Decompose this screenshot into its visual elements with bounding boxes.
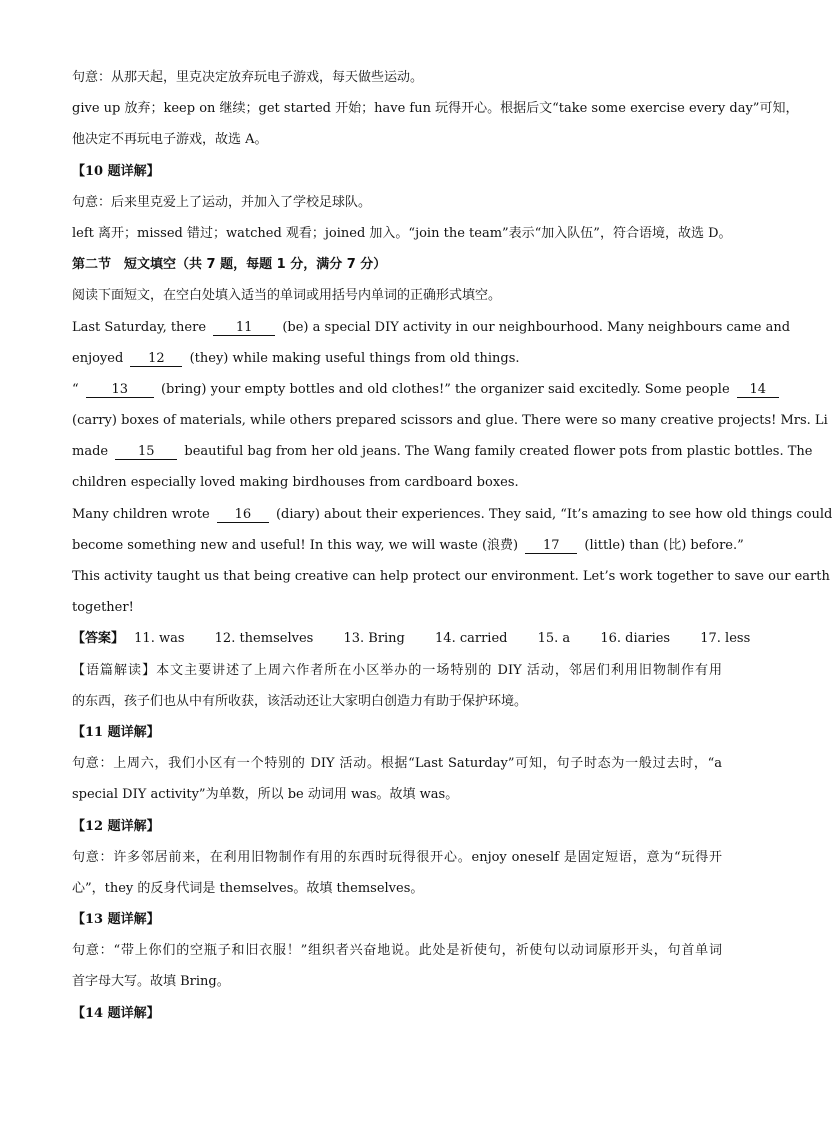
text-line: 他决定不再玩电子游戏，故选 A。: [72, 132, 268, 148]
passage-line: This activity taught us that being creative can help protect our environment. Let’s work together to save our earth: [72, 569, 830, 584]
question-heading: 【13 题详解】: [72, 912, 160, 928]
passage-line: (carry) boxes of materials, while others prepared scissors and glue. There were so many creative projects! Mrs. Li: [72, 413, 828, 429]
text-line: give up 放弃；keep on 继续；get started 开始；have fun 玩得开心。根据后文“take some exercise every day”可知，: [72, 101, 799, 117]
instruction-line: 阅读下面短文，在空白处填入适当的单词或用括号内单词的正确形式填空。: [72, 288, 502, 304]
passage-line: Last Saturday, there 11 (be) a special DIY activity in our neighbourhood. Many neighbours came and: [72, 319, 791, 335]
text-line: 句意：后来里克爱上了运动，并加入了学校足球队。: [72, 194, 372, 210]
text-line: 句意：“带上你们的空瓶子和旧衣服！”组织者兴奋地说。此处是祈使句，祈使句以动词原形开头，句首单词: [72, 943, 722, 959]
blank-12: 12: [130, 351, 182, 367]
blank-14: 14: [737, 382, 779, 398]
question-heading: 【14 题详解】: [72, 1005, 160, 1021]
answer-item: 13. Bring: [343, 631, 405, 647]
answer-item: 17. less: [700, 631, 751, 647]
answer-key-label: 【答案】: [72, 631, 125, 647]
section-heading: 第二节 短文填空（共 7 题，每题 1 分，满分 7 分）: [72, 257, 387, 273]
blank-17: 17: [525, 538, 577, 554]
passage-line: Many children wrote 16 (diary) about their experiences. They said, “It’s amazing to see how old things could: [72, 506, 832, 522]
passage-line: children especially loved making birdhouses from cardboard boxes.: [72, 475, 519, 491]
text-line: 的东西，孩子们也从中有所收获，该活动还让大家明白创造力有助于保护环境。: [72, 693, 528, 709]
text-line: 句意：上周六，我们小区有一个特别的 DIY 活动。根据“Last Saturday”可知，句子时态为一般过去时，“a: [72, 756, 722, 772]
answer-item: 11. was: [134, 631, 185, 647]
text-line: left 离开；missed 错过；watched 观看；joined 加入。“join the team”表示“加入队伍”，符合语境，故选 D。: [72, 225, 732, 241]
blank-11: 11: [213, 320, 275, 336]
text-line: 句意：许多邻居前来，在利用旧物制作有用的东西时玩得很开心。enjoy oneself 是固定短语，意为“玩得开: [72, 849, 722, 865]
passage-line: enjoyed 12 (they) while making useful things from old things.: [72, 350, 520, 366]
blank-16: 16: [217, 507, 269, 523]
passage-line: together!: [72, 600, 134, 616]
text-line: special DIY activity”为单数，所以 be 动词用 was。故填 was。: [72, 787, 459, 803]
blank-13: 13: [86, 382, 154, 398]
answer-item: 15. a: [537, 631, 571, 647]
question-heading: 【12 题详解】: [72, 818, 160, 834]
answer-item: 16. diaries: [600, 631, 671, 647]
passage-line: “ 13 (bring) your empty bottles and old clothes!” the organizer said excitedly. Some people 14: [72, 374, 722, 405]
document-page: [72, 62, 832, 1029]
question-heading: 【10 题详解】: [72, 163, 160, 179]
text-line: 句意：从那天起，里克决定放弃玩电子游戏，每天做些运动。: [72, 70, 424, 85]
question-heading: 【11 题详解】: [72, 724, 160, 740]
answer-item: 14. carried: [435, 631, 508, 647]
text-line: 首字母大写。故填 Bring。: [72, 974, 230, 990]
text-line: 【语篇解读】本文主要讲述了上周六作者所在小区举办的一场特别的 DIY 活动，邻居们利用旧物制作有用: [72, 662, 722, 678]
passage-line: become something new and useful! In this way, we will waste (浪费) 17 (little) than (比) before.”: [72, 537, 744, 553]
answer-item: 12. themselves: [214, 631, 314, 647]
passage-line: made 15 beautiful bag from her old jeans. The Wang family created flower pots from plastic bottles. The: [72, 444, 813, 460]
blank-15: 15: [115, 444, 177, 460]
text-line: 心”，they 的反身代词是 themselves。故填 themselves。: [72, 880, 424, 896]
answer-key: [72, 623, 751, 654]
